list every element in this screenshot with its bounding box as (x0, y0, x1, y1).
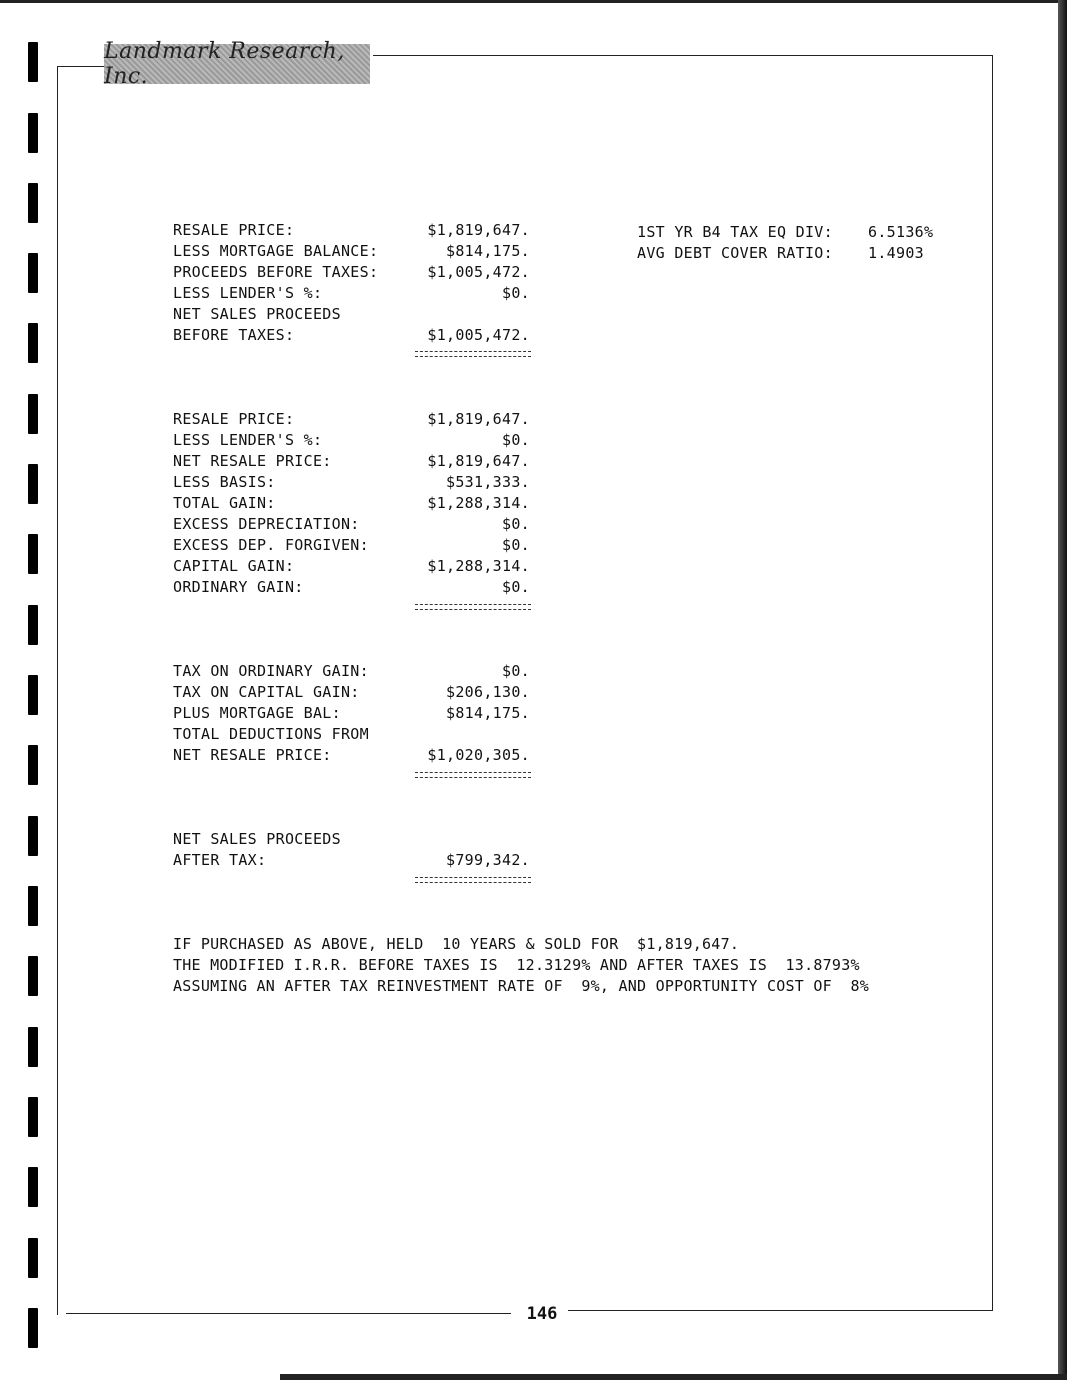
row-value: $206,130. (446, 683, 530, 701)
summary-line: THE MODIFIED I.R.R. BEFORE TAXES IS 12.3129% AND AFTER TAXES IS 13.8793% (173, 956, 860, 974)
row-label: NET SALES PROCEEDS (173, 830, 341, 848)
row-value: $0. (502, 431, 530, 449)
row-value: $531,333. (446, 473, 530, 491)
binding-hole (28, 253, 38, 293)
page-number: 146 (526, 1304, 558, 1324)
row-value: $1,288,314. (427, 557, 530, 575)
row-label: NET SALES PROCEEDS (173, 305, 341, 323)
row-value: $1,288,314. (427, 494, 530, 512)
row-label: EXCESS DEPRECIATION: (173, 515, 360, 533)
binding-hole (28, 1238, 38, 1278)
row-label: BEFORE TAXES: (173, 326, 295, 344)
row-value: $1,819,647. (427, 410, 530, 428)
binding-hole (28, 323, 38, 363)
frame-line (373, 55, 993, 56)
row-label: TOTAL DEDUCTIONS FROM (173, 725, 369, 743)
summary-line: IF PURCHASED AS ABOVE, HELD 10 YEARS & SOLD FOR $1,819,647. (173, 935, 740, 953)
binding-hole (28, 113, 38, 153)
binding-hole (28, 886, 38, 926)
binding-hole (28, 1027, 38, 1067)
scan-right-edge (1058, 0, 1067, 1380)
row-label: TOTAL GAIN: (173, 494, 276, 512)
binding-hole (28, 1097, 38, 1137)
binding-hole (28, 956, 38, 996)
row-label: LESS LENDER'S %: (173, 431, 323, 449)
row-value: $1,819,647. (427, 221, 530, 239)
row-label: LESS MORTGAGE BALANCE: (173, 242, 379, 260)
side-stat-label: 1ST YR B4 TAX EQ DIV: (637, 223, 833, 241)
binding-hole (28, 816, 38, 856)
row-value: $1,005,472. (427, 326, 530, 344)
binding-hole (28, 464, 38, 504)
frame-line (57, 66, 105, 67)
binding-hole (28, 183, 38, 223)
row-label: NET RESALE PRICE: (173, 746, 332, 764)
row-value: $799,342. (446, 851, 530, 869)
double-rule-separator (415, 604, 531, 610)
row-label: ORDINARY GAIN: (173, 578, 304, 596)
binding-hole (28, 675, 38, 715)
summary-line: ASSUMING AN AFTER TAX REINVESTMENT RATE OF 9%, AND OPPORTUNITY COST OF 8% (173, 977, 870, 995)
double-rule-separator (415, 772, 531, 778)
row-label: CAPITAL GAIN: (173, 557, 295, 575)
row-value: $0. (502, 662, 530, 680)
row-value: $814,175. (446, 242, 530, 260)
row-label: LESS BASIS: (173, 473, 276, 491)
double-rule-separator (415, 877, 531, 883)
row-value: $0. (502, 536, 530, 554)
frame-line (568, 1310, 993, 1311)
side-stat-value: 1.4903 (868, 244, 924, 262)
binding-hole (28, 534, 38, 574)
frame-line (992, 55, 993, 1310)
row-label: NET RESALE PRICE: (173, 452, 332, 470)
binding-hole (28, 605, 38, 645)
row-label: PROCEEDS BEFORE TAXES: (173, 263, 379, 281)
binding-hole (28, 1167, 38, 1207)
row-label: EXCESS DEP. FORGIVEN: (173, 536, 369, 554)
row-label: RESALE PRICE: (173, 221, 295, 239)
row-label: TAX ON CAPITAL GAIN: (173, 683, 360, 701)
side-stat-value: 6.5136% (868, 223, 934, 241)
row-value: $1,005,472. (427, 263, 530, 281)
row-label: AFTER TAX: (173, 851, 267, 869)
logo-text: Landmark Research, Inc. (104, 39, 345, 89)
row-label: TAX ON ORDINARY GAIN: (173, 662, 369, 680)
binding-hole (28, 1308, 38, 1348)
row-value: $0. (502, 284, 530, 302)
binding-hole (28, 42, 38, 82)
company-logo (104, 39, 370, 89)
frame-line (57, 66, 58, 1315)
double-rule-separator (415, 351, 531, 357)
row-label: PLUS MORTGAGE BAL: (173, 704, 341, 722)
row-value: $0. (502, 578, 530, 596)
row-value: $1,020,305. (427, 746, 530, 764)
row-value: $0. (502, 515, 530, 533)
side-stat-label: AVG DEBT COVER RATIO: (637, 244, 833, 262)
frame-line (66, 1313, 511, 1314)
binding-hole (28, 394, 38, 434)
row-value: $814,175. (446, 704, 530, 722)
row-label: LESS LENDER'S %: (173, 284, 323, 302)
scan-top-edge (0, 0, 1067, 3)
row-label: RESALE PRICE: (173, 410, 295, 428)
scan-bottom-edge (280, 1374, 1067, 1380)
binding-hole (28, 745, 38, 785)
row-value: $1,819,647. (427, 452, 530, 470)
